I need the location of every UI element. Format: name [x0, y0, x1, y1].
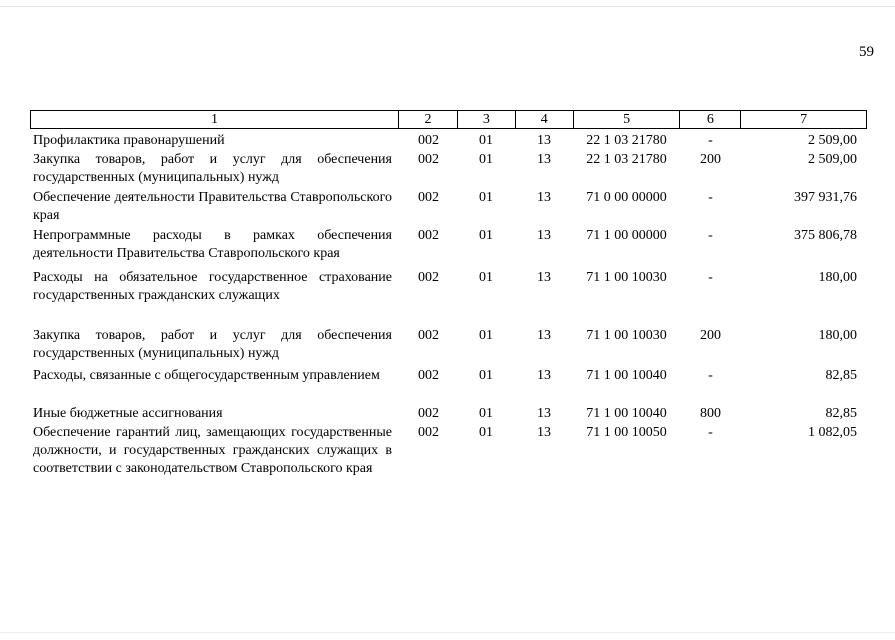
row-ministry-code: 002: [418, 190, 439, 205]
table-header-row: [30, 110, 867, 129]
row-expense-type: -: [708, 228, 713, 243]
row-subsection-code: 13: [537, 328, 551, 343]
table-row: [30, 367, 867, 385]
row-section-code: 01: [479, 228, 493, 243]
row-ministry-code: 002: [418, 328, 439, 343]
row-expense-type: 200: [700, 328, 721, 343]
row-subsection-code: 13: [537, 406, 551, 421]
row-target-code: 71 1 00 10030: [586, 270, 667, 285]
row-amount: 180,00: [818, 328, 857, 343]
row-name: Закупка товаров, работ и услуг для обеспечения государственных (муниципальных) нужд: [33, 152, 392, 185]
row-ministry-code: 002: [418, 152, 439, 167]
row-ministry-code: 002: [418, 133, 439, 148]
row-name: Обеспечение гарантий лиц, замещающих государственные должности, и государственных гражданских служащих в соответствии с законодательством Ставропольского края: [33, 425, 392, 476]
row-section-code: 01: [479, 425, 493, 440]
row-amount: 1 082,05: [808, 425, 857, 440]
row-amount: 82,85: [825, 368, 857, 383]
row-target-code: 71 1 00 10040: [586, 368, 667, 383]
row-target-code: 71 0 00 00000: [586, 190, 667, 205]
table-row: [30, 189, 867, 225]
budget-table: [30, 110, 867, 476]
row-expense-type: -: [708, 368, 713, 383]
row-section-code: 01: [479, 406, 493, 421]
row-expense-type: -: [708, 190, 713, 205]
row-name: Расходы, связанные с общегосударственным управлением: [33, 368, 380, 383]
row-section-code: 01: [479, 328, 493, 343]
row-expense-type: -: [708, 270, 713, 285]
row-subsection-code: 13: [537, 152, 551, 167]
row-amount: 180,00: [818, 270, 857, 285]
row-name: Обеспечение деятельности Правительства Ставропольского края: [33, 190, 392, 223]
row-ministry-code: 002: [418, 270, 439, 285]
table-row: [30, 405, 867, 423]
row-subsection-code: 13: [537, 368, 551, 383]
row-name: Расходы на обязательное государственное страхование государственных гражданских служащих: [33, 270, 392, 303]
header-col-3: 3: [457, 111, 515, 128]
row-name: Иные бюджетные ассигнования: [33, 406, 223, 421]
row-section-code: 01: [479, 152, 493, 167]
row-subsection-code: 13: [537, 190, 551, 205]
row-expense-type: -: [708, 133, 713, 148]
page-number: 59: [859, 44, 874, 60]
row-subsection-code: 13: [537, 270, 551, 285]
row-subsection-code: 13: [537, 228, 551, 243]
row-name: Профилактика правонарушений: [33, 133, 225, 148]
row-subsection-code: 13: [537, 425, 551, 440]
header-col-2: 2: [398, 111, 457, 128]
row-target-code: 71 1 00 00000: [586, 228, 667, 243]
row-name: Непрограммные расходы в рамках обеспечения деятельности Правительства Ставропольского края: [33, 228, 392, 261]
row-target-code: 71 1 00 10040: [586, 406, 667, 421]
row-amount: 2 509,00: [808, 152, 857, 167]
row-amount: 375 806,78: [794, 228, 857, 243]
table-row: [30, 327, 867, 363]
row-expense-type: 200: [700, 152, 721, 167]
table-row: [30, 424, 867, 478]
row-section-code: 01: [479, 133, 493, 148]
header-col-1: 1: [211, 112, 219, 127]
row-name: Закупка товаров, работ и услуг для обеспечения государственных (муниципальных) нужд: [33, 328, 392, 361]
scan-edge-top: [0, 6, 895, 7]
row-ministry-code: 002: [418, 368, 439, 383]
row-expense-type: 800: [700, 406, 721, 421]
header-col-6: 6: [679, 111, 740, 128]
table-row: [30, 151, 867, 187]
row-ministry-code: 002: [418, 406, 439, 421]
row-amount: 2 509,00: [808, 133, 857, 148]
row-section-code: 01: [479, 270, 493, 285]
row-amount: 397 931,76: [794, 190, 857, 205]
header-col-4: 4: [515, 111, 573, 128]
table-row: [30, 269, 867, 305]
row-target-code: 22 1 03 21780: [586, 152, 667, 167]
table-row: [30, 132, 867, 150]
row-target-code: 71 1 00 10050: [586, 425, 667, 440]
header-col-7: 7: [740, 111, 866, 128]
row-expense-type: -: [708, 425, 713, 440]
row-ministry-code: 002: [418, 228, 439, 243]
scan-edge-bottom: [0, 632, 895, 633]
header-col-5: 5: [573, 111, 680, 128]
row-ministry-code: 002: [418, 425, 439, 440]
table-row: [30, 227, 867, 263]
row-section-code: 01: [479, 368, 493, 383]
row-target-code: 71 1 00 10030: [586, 328, 667, 343]
row-target-code: 22 1 03 21780: [586, 133, 667, 148]
row-section-code: 01: [479, 190, 493, 205]
row-subsection-code: 13: [537, 133, 551, 148]
row-amount: 82,85: [825, 406, 857, 421]
